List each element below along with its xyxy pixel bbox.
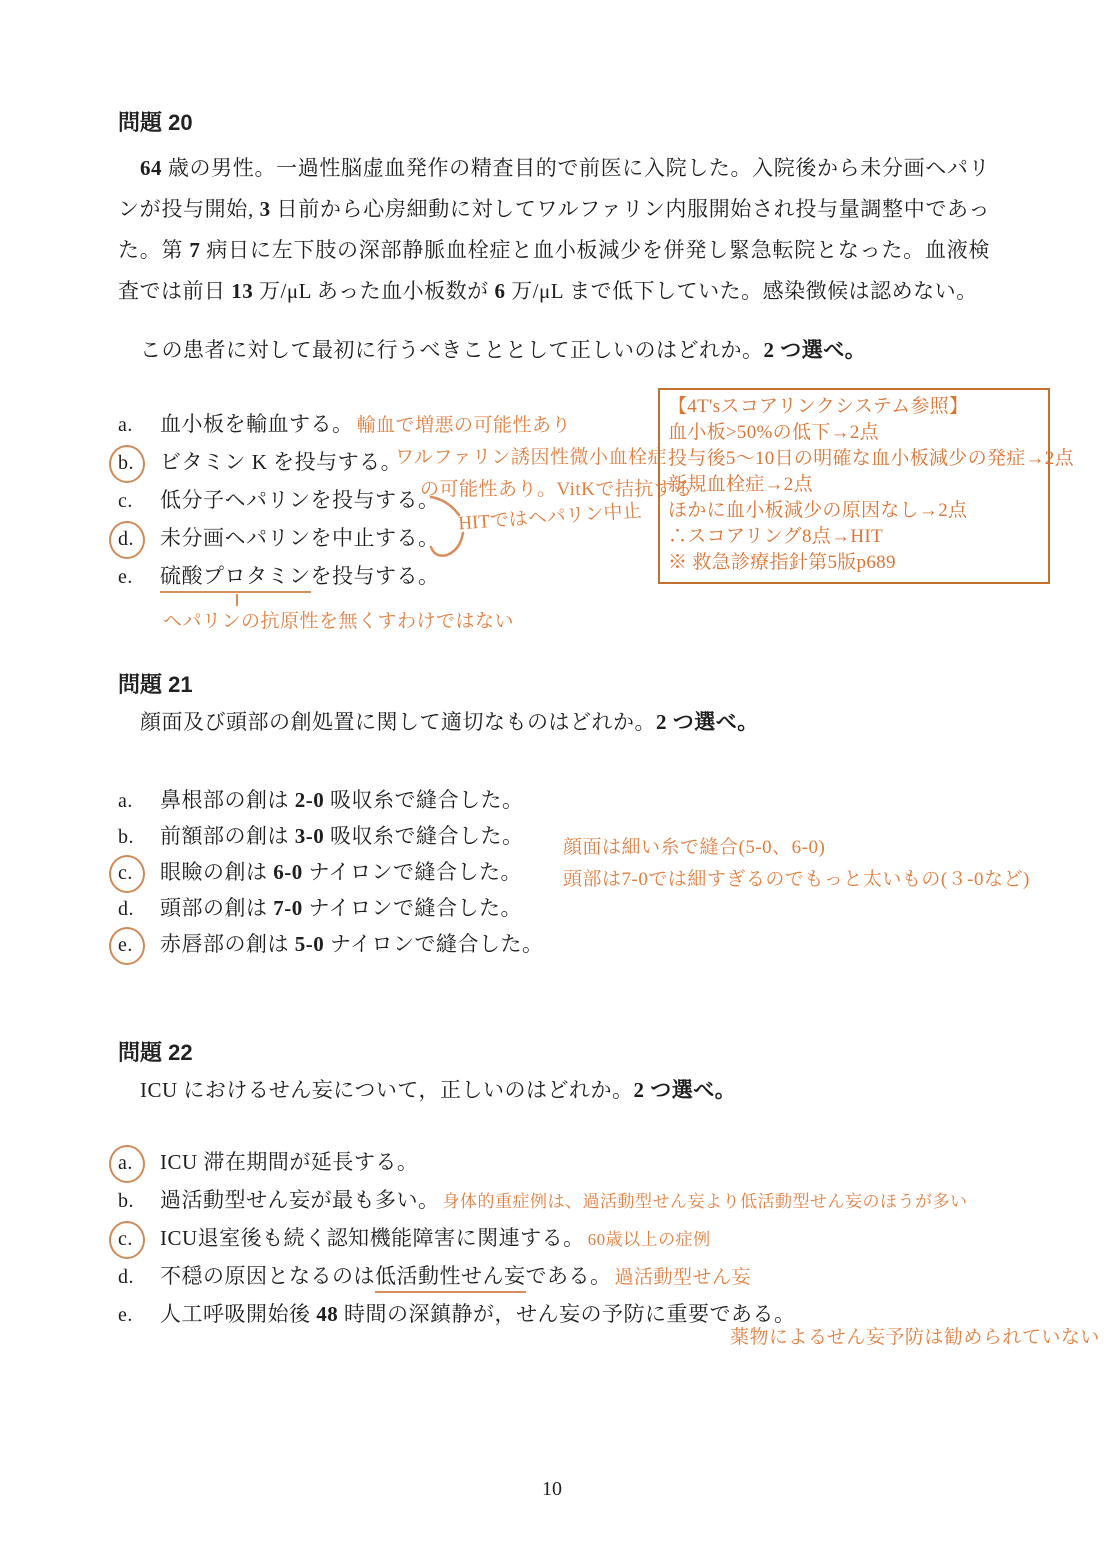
q22-option-d (118, 1260, 968, 1298)
q21-option-a-letter: a. (118, 790, 133, 812)
q20-protamine-note: ヘパリンの抗原性を無くすわけではない (163, 611, 515, 632)
q21-option-d (118, 892, 544, 928)
q20-option-d-text: 未分画ヘパリンを中止する。 (160, 526, 440, 550)
q21-option-a-text: 鼻根部の創は 2-0 吸収糸で縫合した。 (160, 788, 524, 812)
q21-option-d-letter: d. (118, 898, 134, 920)
q22-option-c (118, 1222, 968, 1260)
q21-option-c-text: 眼瞼の創は 6-0 ナイロンで縫合した。 (160, 860, 523, 884)
score-box-line: ほかに血小板減少の原因なし→2点 (668, 500, 968, 521)
q20-option-b-note-line2: の可能性あり。VitKで拮抗する (420, 479, 693, 500)
q21-side-note-line1: 顔面は細い糸で縫合(5-0、6-0) (563, 837, 826, 858)
q22-option-a-text: ICU 滞在期間が延長する。 (160, 1150, 419, 1174)
score-box-line: 投与後5〜10日の明確な血小板減少の発症→2点 (668, 448, 1074, 469)
q22-option-c-note: 60歳以上の症例 (587, 1230, 711, 1249)
q20-hit-note: HITではヘパリン中止 (457, 500, 643, 535)
q20-option-e-text: 硫酸プロタミンを投与する。 (160, 564, 440, 593)
q22-option-b-note: 身体的重症例は、過活動型せん妄より低活動型せん妄のほうが多い (442, 1192, 968, 1211)
q20-score-box (658, 388, 1074, 584)
q21-option-c (118, 856, 544, 892)
score-box-line: 血小板>50%の低下→2点 (668, 422, 879, 443)
q20-question: この患者に対して最初に行うべきこととして正しいのはどれか。2 つ選べ。 (140, 338, 867, 362)
q22-option-d-letter: d. (118, 1266, 134, 1288)
q21-option-d-text: 頭部の創は 7-0 ナイロンで縫合した。 (160, 896, 523, 920)
q20-option-e-letter: e. (118, 566, 133, 588)
q21-option-a (118, 784, 544, 820)
q22-option-d-note: 過活動型せん妄 (614, 1267, 752, 1288)
q20-vignette: 64 歳の男性。一過性脳虚血発作の精査目的で前医に入院した。入院後から未分画ヘパリンが投与開始, 3 日前から心房細動に対してワルファリン内服開始され投与量調整中であった。第 7 病日に左下肢の深部静脈血栓症と血小板減少を併発し緊急転院となった。血液検査では前日 13 万/μL あった血小板数が 6 万/μL まで低下していた。感染徴候は認めない。 (118, 156, 991, 303)
q20-option-b-letter: b. (118, 452, 160, 475)
q22-option-e-letter: e. (118, 1304, 133, 1326)
score-box-line: ∴スコアリング8点→HIT (668, 526, 883, 547)
q21-heading: 問題 21 (118, 672, 193, 697)
q20-protamine-connector-line (236, 594, 238, 606)
score-box-line: ※ 救急診療指針第5版p689 (668, 552, 896, 573)
q20-option-b-note-line1: ワルファリン誘因性微小血栓症 (395, 447, 668, 468)
score-box-title: 【4T'sスコアリンクシステム参照】 (668, 396, 969, 417)
q22-option-c-text: ICU退室後も続く認知機能障害に関連する。 (160, 1226, 585, 1250)
q20-option-c-letter: c. (118, 490, 133, 512)
q22-option-b-letter: b. (118, 1190, 134, 1212)
q21-options (118, 784, 544, 964)
q21-question: 顔面及び頭部の創処置に関して適切なものはどれか。2 つ選べ。 (140, 710, 759, 734)
q22-heading: 問題 22 (118, 1040, 193, 1065)
q22-option-e-text: 人工呼吸開始後 48 時間の深鎮静が，せん妄の予防に重要である。 (160, 1302, 796, 1326)
q21-option-e (118, 928, 544, 964)
score-box-line: 新規血栓症→2点 (668, 474, 813, 495)
q22-option-a (118, 1146, 968, 1184)
q22-bottom-note: 薬物によるせん妄予防は勧められていない (730, 1327, 1100, 1348)
q20-heading: 問題 20 (118, 110, 193, 135)
q20-option-e (118, 560, 571, 598)
q21-option-b-text: 前額部の創は 3-0 吸収糸で縫合した。 (160, 824, 524, 848)
q21-side-note-line2: 頭部は7-0では細すぎるのでもっと太いもの(３-0など) (563, 869, 1030, 890)
q20-option-c-text: 低分子ヘパリンを投与する。 (160, 488, 440, 512)
q22-options (118, 1146, 968, 1336)
q22-option-c-letter: c. (118, 1228, 160, 1251)
q22-option-b (118, 1184, 968, 1222)
q20-option-d-letter: d. (118, 528, 160, 551)
q20-option-a-text: 血小板を輸血する。 (160, 412, 354, 436)
page-number: 10 (542, 1478, 562, 1500)
q21-option-e-letter: e. (118, 934, 160, 957)
q20-option-a-note: 輸血で増悪の可能性あり (356, 415, 572, 436)
q20-option-a-letter: a. (118, 414, 133, 436)
q20-option-a (118, 408, 571, 446)
q20-option-b-text: ビタミン K を投与する。 (160, 450, 403, 474)
q22-option-d-text: 不穏の原因となるのは低活動性せん妄である。 (160, 1264, 612, 1293)
q22-option-a-letter: a. (118, 1152, 160, 1175)
q21-option-b-letter: b. (118, 826, 134, 848)
q22-option-b-text: 過活動型せん妄が最も多い。 (160, 1188, 440, 1212)
q21-option-b (118, 820, 544, 856)
q22-question: ICU におけるせん妄について，正しいのはどれか。2 つ選べ。 (140, 1078, 737, 1102)
q21-option-c-letter: c. (118, 862, 160, 885)
q21-option-e-text: 赤唇部の創は 5-0 ナイロンで縫合した。 (160, 932, 544, 956)
